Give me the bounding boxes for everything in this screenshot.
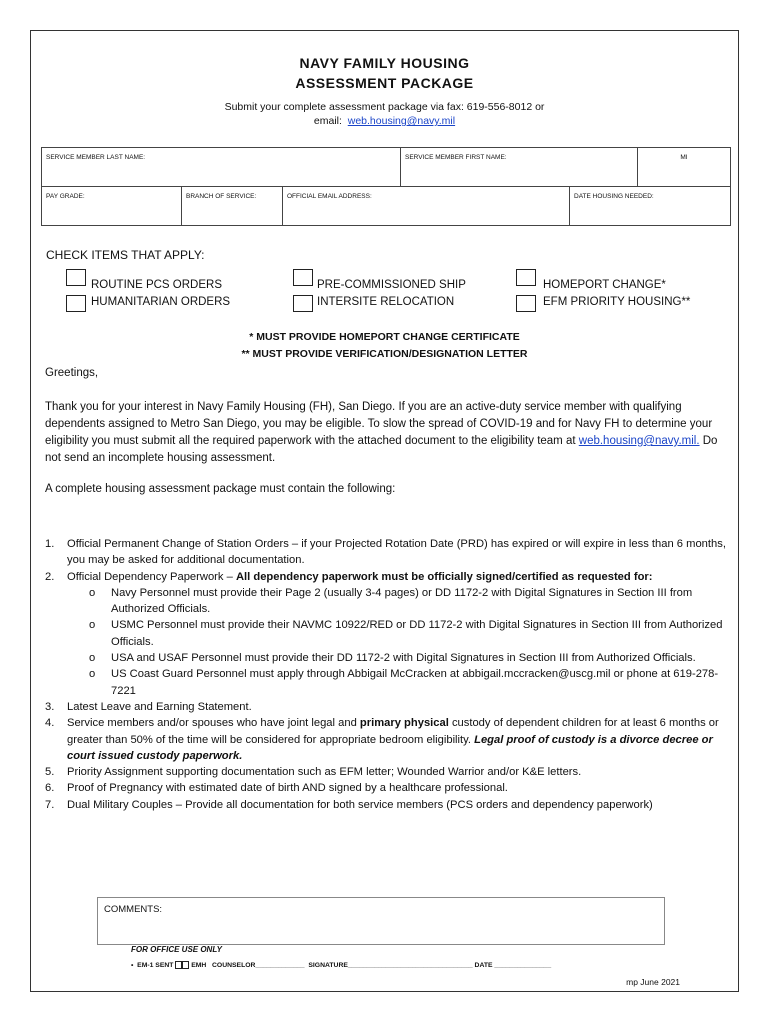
pre-commissioned-checkbox[interactable] [293,269,313,286]
title-line-1: NAVY FAMILY HOUSING [299,55,470,71]
efm-priority-label: EFM PRIORITY HOUSING** [543,296,691,308]
last-name-field[interactable]: SERVICE MEMBER LAST NAME: [42,148,401,187]
list-item: 6. Proof of Pregnancy with estimated date of birth AND signed by a healthcare professional. [45,782,508,795]
list-item: 2. Official Dependency Paperwork – All dependency paperwork must be officially signed/certified as requested for: [45,570,653,583]
list-subitem: o US Coast Guard Personnel must apply through Abbigail McCracken at abbigail.mccracken@uscg.mil or phone at 619-278-7221 [89,668,719,697]
list-subitem: o USA and USAF Personnel must provide their DD 1172-2 with Digital Signatures in Section III from Authorized Officials. [89,652,696,665]
intersite-checkbox[interactable] [293,295,313,312]
pay-grade-field[interactable]: PAY GRADE: [42,187,182,226]
member-info-row-1 [41,147,731,187]
list-subitem: o USMC Personnel must provide their NAVMC 10922/RED or DD 1172-2 with Digital Signatures in Section III from Authorized Officials. [89,619,723,648]
eligibility-email-link[interactable]: web.housing@navy.mil. [578,435,700,447]
first-name-field[interactable]: SERVICE MEMBER FIRST NAME: [401,148,638,187]
document-page [30,30,739,992]
intersite-label: INTERSITE RELOCATION [317,296,455,308]
intro-text: Thank you for your interest in Navy Family Housing (FH), San Diego. If you are an active-duty service member with qualifying dependents assigned to Metro San Diego, you may be eligible. To slow the spread of COVID-19 and for Navy FH to determine your eligibility you must submit all the required paperwork with the attached document to the eligibility team at [45,401,713,447]
date-needed-field[interactable]: DATE HOUSING NEEDED: [570,187,731,226]
routine-pcs-label: ROUTINE PCS ORDERS [91,279,222,291]
emh-checkbox[interactable] [182,961,189,969]
list-item: 5. Priority Assignment supporting documentation such as EFM letter; Wounded Warrior and/or K&E letters. [45,766,582,779]
intro-tail: Do not send an incomplete housing assessment. [45,435,718,464]
housing-email-link[interactable]: web.housing@navy.mil [347,115,456,127]
mi-field[interactable]: MI [638,148,731,187]
list-item: 4. Service members and/or spouses who have joint legal and primary physical custody of dependent children for at least 6 months or greater than 50% of the time will be considered for appropriate bedroom eligibility. Legal proof of custody is a divorce decree or court issued custody paperwork. [45,717,719,762]
homeport-note: * MUST PROVIDE HOMEPORT CHANGE CERTIFICATE [249,331,520,343]
signature-field[interactable]: SIGNATURE_________________________________ [308,961,473,969]
greeting: Greetings, [45,367,99,379]
em1-sent-label: EM-1 SENT [137,961,174,969]
homeport-label: HOMEPORT CHANGE* [543,279,666,291]
list-item: 3. Latest Leave and Earning Statement. [45,700,252,713]
revision-footer: mp June 2021 [626,977,680,987]
list-subitem: o Navy Personnel must provide their Page 2 (usually 3-4 pages) or DD 1172-2 with Digital Signatures in Section III from Authorized Officials. [89,586,693,616]
comments-box[interactable] [97,897,665,945]
email-line [31,115,738,127]
counselor-field[interactable]: COUNSELOR_____________ [212,961,305,969]
title-line-2: ASSESSMENT PACKAGE [295,75,474,91]
routine-pcs-checkbox[interactable] [66,269,86,286]
package-intro: A complete housing assessment package must contain the following: [45,483,396,495]
humanitarian-checkbox[interactable] [66,295,86,312]
office-use-heading: FOR OFFICE USE ONLY [131,945,222,954]
efm-priority-checkbox[interactable] [516,295,536,312]
efm-note: ** MUST PROVIDE VERIFICATION/DESIGNATION LETTER [241,348,528,360]
homeport-checkbox[interactable] [516,269,536,286]
date-field[interactable]: DATE _______________ [474,961,552,969]
em1-checkbox[interactable] [175,961,182,969]
check-items-heading: CHECK ITEMS THAT APPLY: [46,248,205,262]
requirements-list [43,536,733,813]
humanitarian-label: HUMANITARIAN ORDERS [91,296,231,308]
email-label: email: [313,115,342,127]
member-info-row-2 [41,186,731,226]
intro-paragraph [45,399,725,467]
submit-instructions: Submit your complete assessment package via fax: 619-556-8012 or [224,101,545,113]
official-email-field[interactable]: OFFICIAL EMAIL ADDRESS: [283,187,570,226]
office-use-line: • EM-1 SENT EMH COUNSELOR_____________ SIGNATURE_________________________________ DATE _______________ [131,961,552,969]
pre-commissioned-label: PRE-COMMISSIONED SHIP [317,279,466,291]
comments-label: COMMENTS: [104,904,163,915]
list-item: 7. Dual Military Couples – Provide all documentation for both service members (PCS orders and dependency paperwork) [45,798,653,811]
emh-label: EMH [191,961,207,969]
branch-field[interactable]: BRANCH OF SERVICE: [182,187,283,226]
list-item: 1. Official Permanent Change of Station Orders – if your Projected Rotation Date (PRD) has expired or will expire in less than 6 months, you may be asked for additional documentation. [45,538,726,567]
